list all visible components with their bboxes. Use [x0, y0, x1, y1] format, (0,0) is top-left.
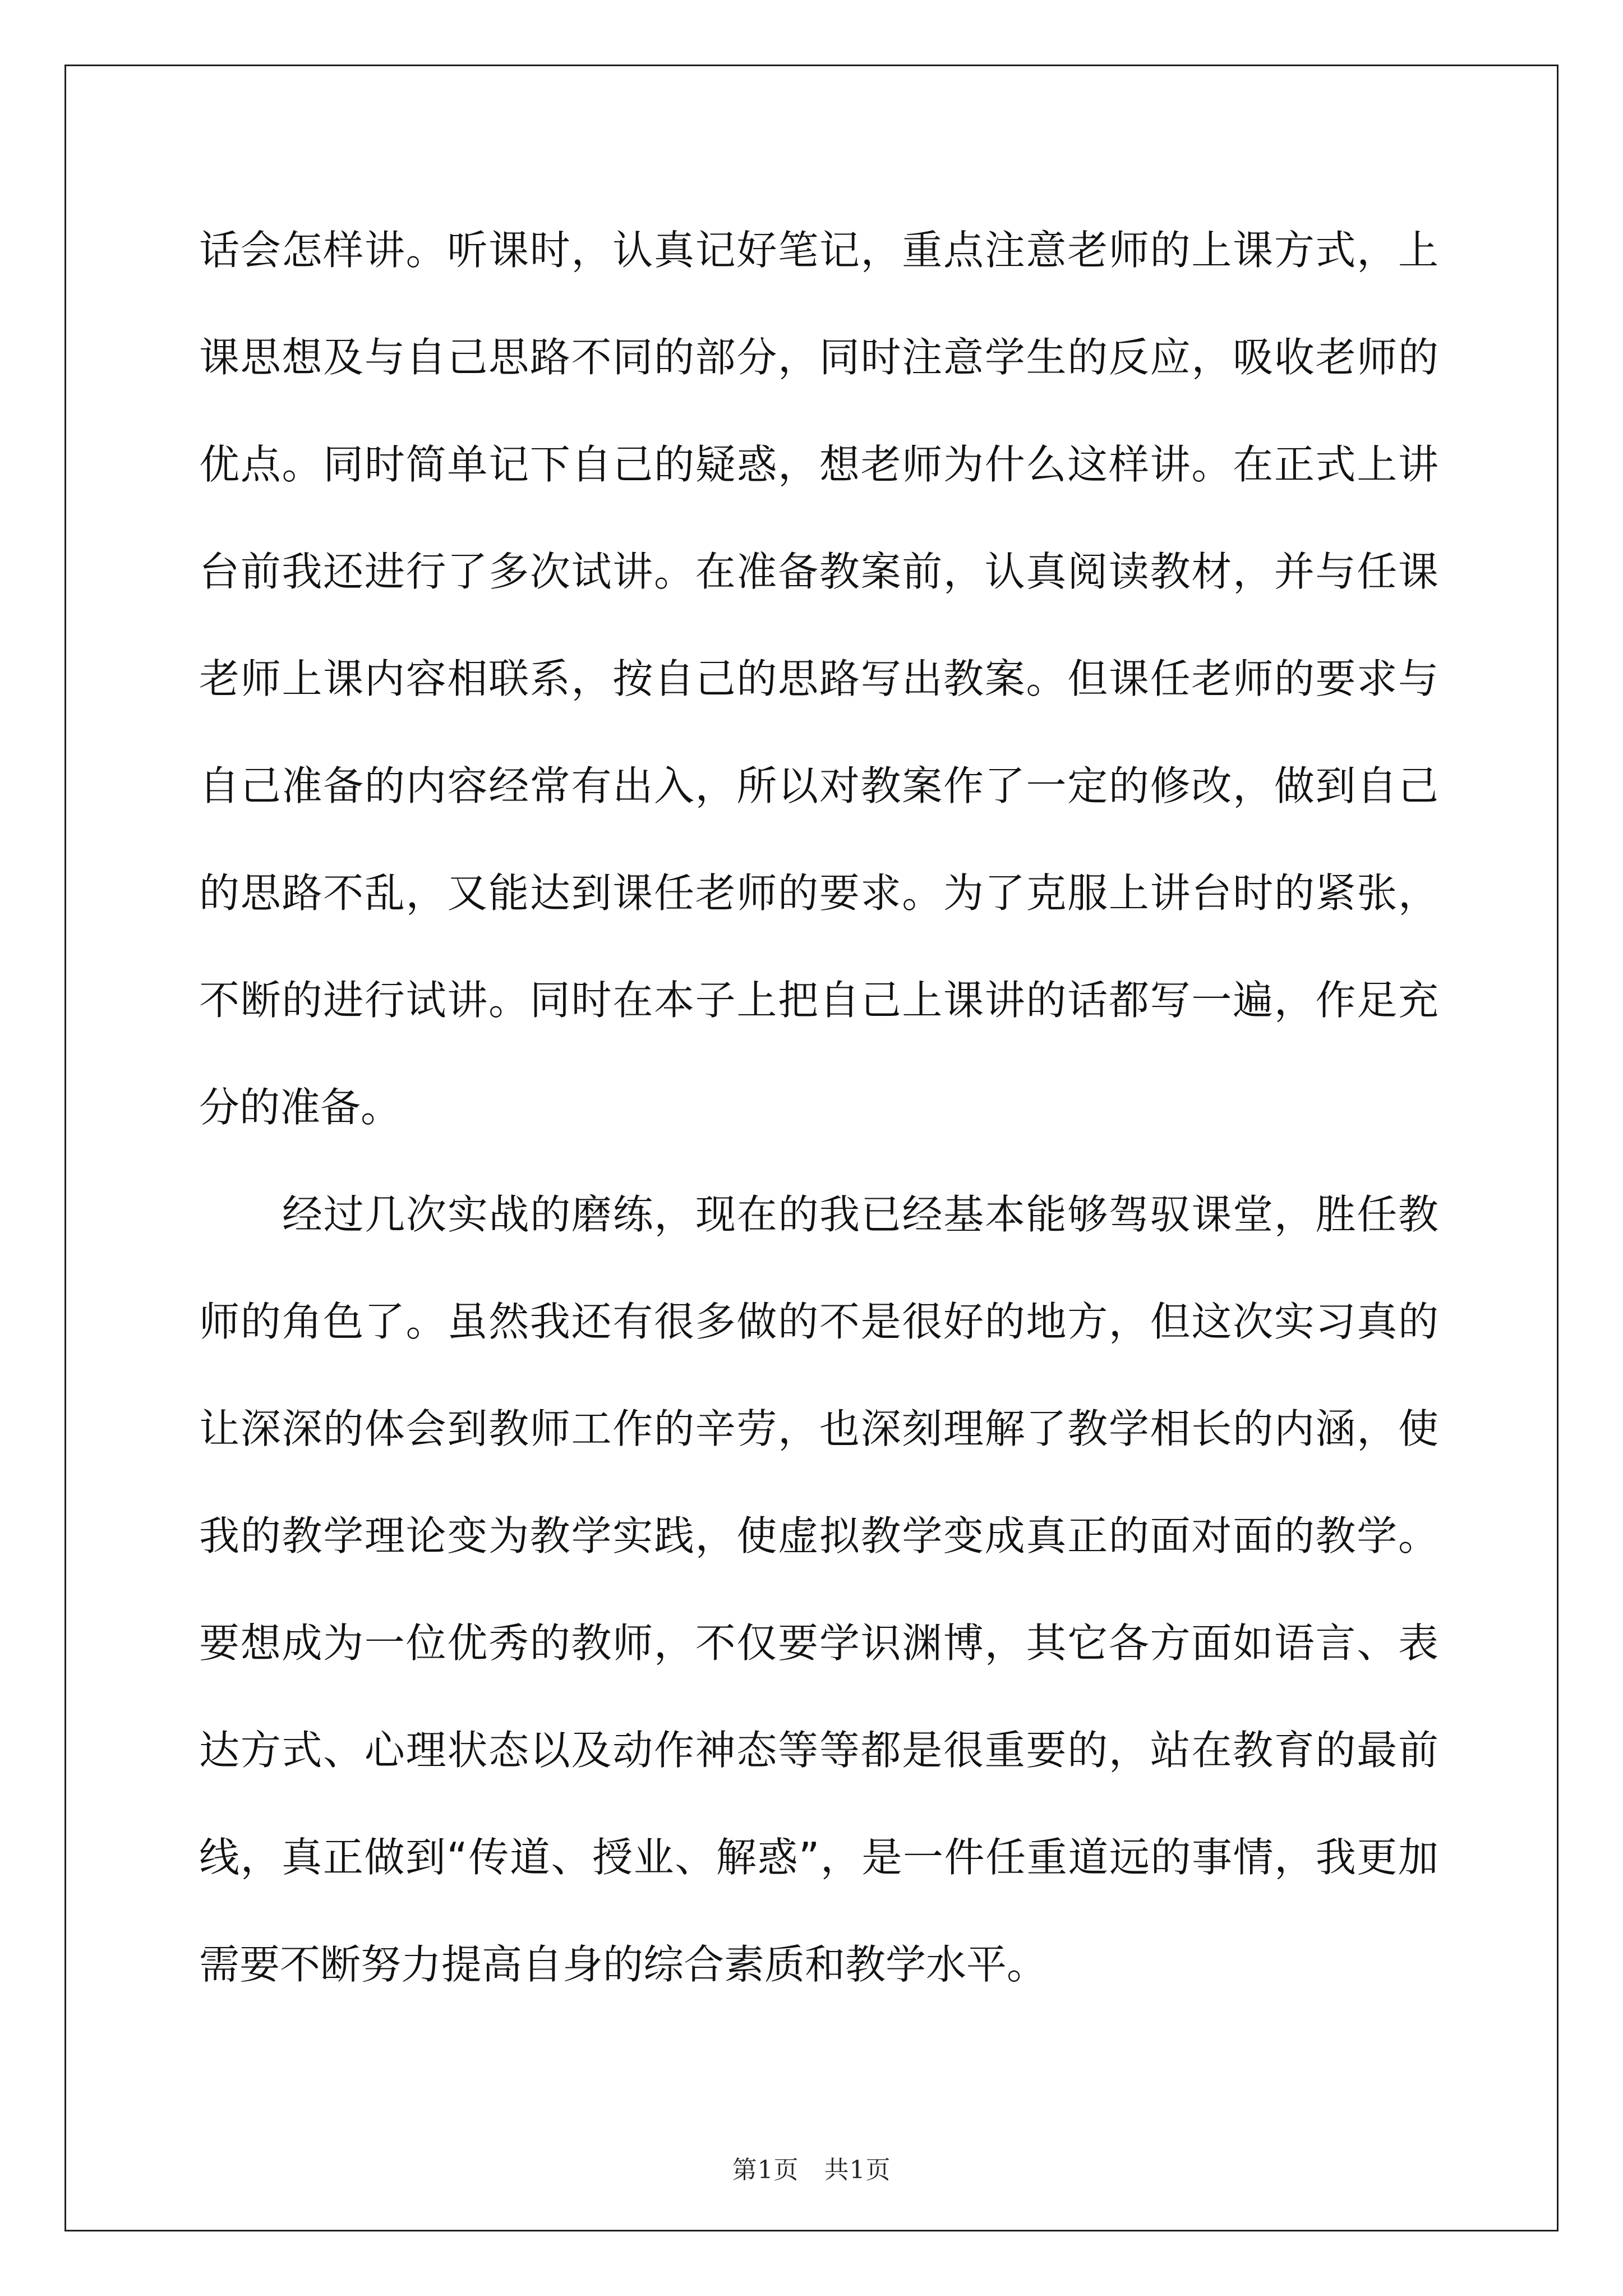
text-line: 的思路不乱，又能达到课任老师的要求。为了克服上讲台时的紧张，: [199, 869, 1438, 917]
text-line: 老师上课内容相联系，按自己的思路写出教案。但课任老师的要求与: [199, 655, 1438, 702]
text-line: 台前我还进行了多次试讲。在准备教案前，认真阅读教材，并与任课: [199, 548, 1438, 595]
text-line: 达方式、心理状态以及动作神态等等都是很重要的，站在教育的最前: [199, 1727, 1438, 1774]
paragraph-2: [199, 1175, 1438, 2032]
text-line: 线，真正做到“传道、授业、解惑”，是一件任重道远的事情，我更加: [199, 1834, 1438, 1881]
text-line: 经过几次实战的磨练，现在的我已经基本能够驾驭课堂，胜任教: [282, 1191, 1438, 1238]
text-line: 需要不断努力提高自身的综合素质和教学水平。: [199, 1941, 1048, 1988]
paragraph-1: [199, 211, 1438, 1175]
text-line: 自己准备的内容经常有出入，所以对教案作了一定的修改，做到自己: [199, 762, 1438, 809]
text-line: 要想成为一位优秀的教师，不仅要学识渊博，其它各方面如语言、表: [199, 1619, 1438, 1667]
document-body: [199, 211, 1438, 2032]
text-line: 师的角色了。虽然我还有很多做的不是很好的地方，但这次实习真的: [199, 1298, 1438, 1345]
text-line: 优点。同时简单记下自己的疑惑，想老师为什么这样讲。在正式上讲: [199, 441, 1438, 488]
page-number: 第1页 共1页: [732, 2156, 891, 2184]
text-line: 让深深的体会到教师工作的辛劳，也深刻理解了教学相长的内涵，使: [199, 1405, 1438, 1452]
text-line: 不断的进行试讲。同时在本子上把自己上课讲的话都写一遍，作足充: [199, 977, 1438, 1024]
text-line: 我的教学理论变为教学实践，使虚拟教学变成真正的面对面的教学。: [199, 1512, 1438, 1559]
text-line: 分的准备。: [199, 1084, 402, 1131]
text-line: 话会怎样讲。听课时，认真记好笔记，重点注意老师的上课方式，上: [199, 227, 1438, 274]
text-line: 课思想及与自己思路不同的部分，同时注意学生的反应，吸收老师的: [199, 334, 1438, 381]
